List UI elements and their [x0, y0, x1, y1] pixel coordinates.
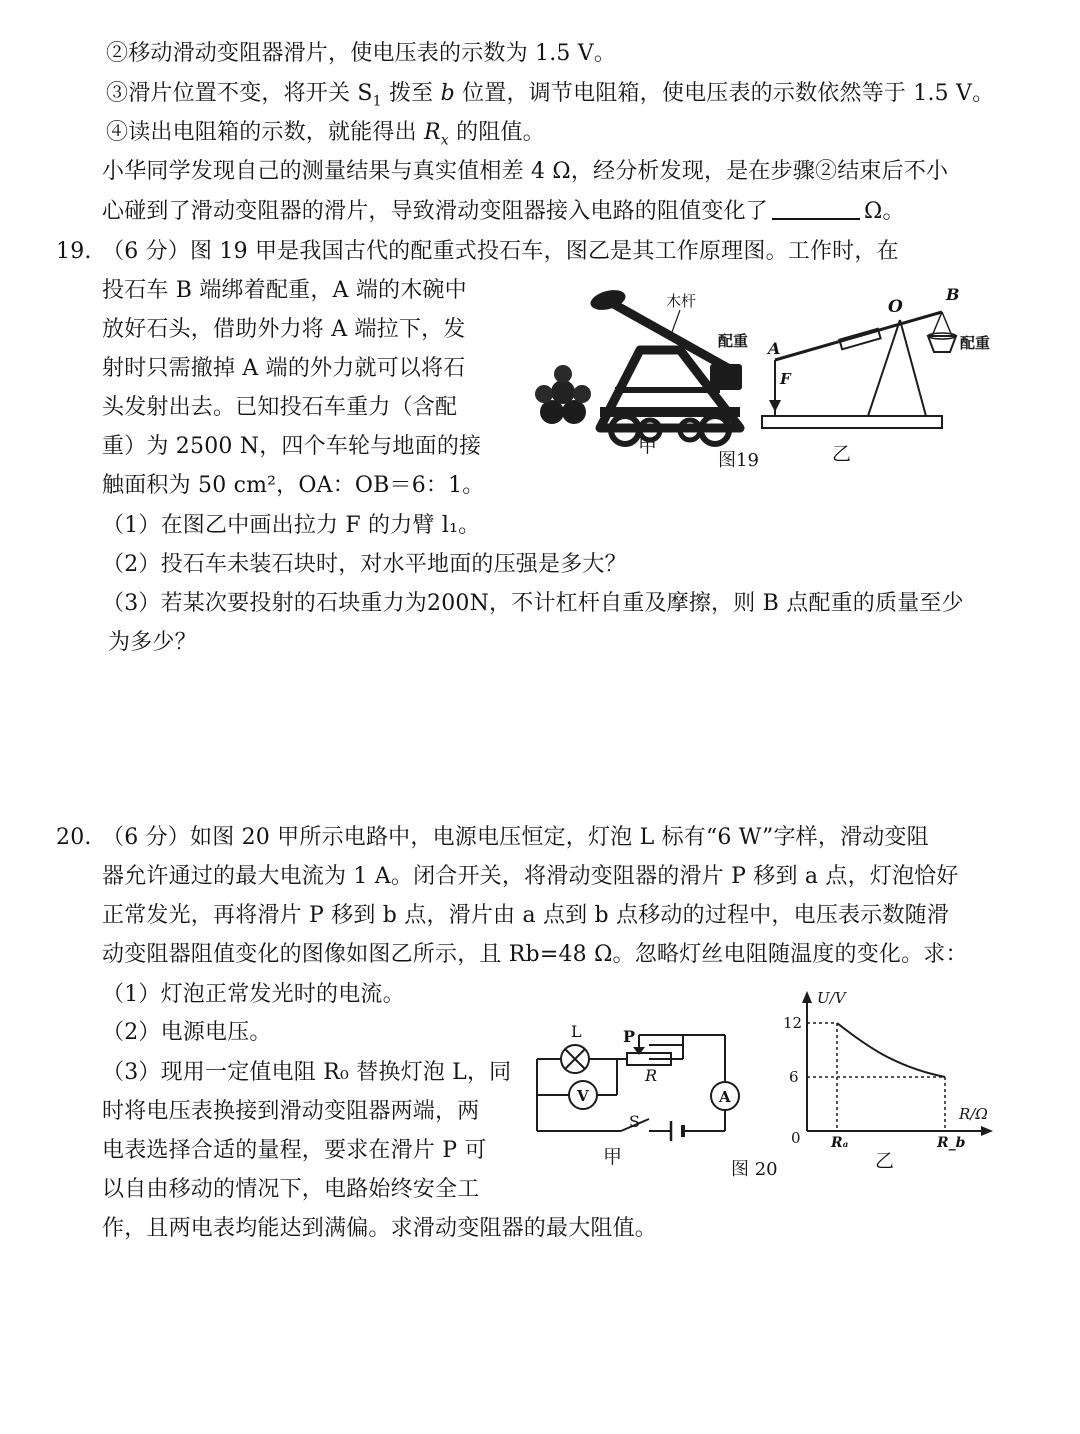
lever-diagram: [762, 285, 990, 465]
ur-graph: [783, 989, 993, 1172]
q19-sub3b: 为多少？: [108, 630, 197, 655]
q20-line4: 动变阻器阻值变化的图像如图乙所示，且 Rb=48 Ω。忽略灯丝电阻随温度的变化。求：: [102, 942, 968, 967]
q19-line7: 触面积为 50 cm²，OA：OB＝6：1。: [102, 473, 485, 498]
y-axis-arrow-icon: [802, 991, 812, 1003]
q20-sub1: （1）灯泡正常发光时的电流。: [102, 982, 405, 1007]
label-yi-20: 乙: [875, 1150, 895, 1172]
q18-step3: [106, 78, 994, 117]
q18-step3-a: ③滑片位置不变，将开关 S: [106, 81, 373, 106]
axis-x-label: R/Ω: [959, 1105, 988, 1123]
tick-6: 6: [789, 1068, 799, 1086]
label-jia-20: 甲: [603, 1146, 623, 1168]
label-B: B: [946, 285, 960, 304]
label-peizhong-2: 配重: [960, 334, 991, 352]
q18-step2: ②移动滑动变阻器滑片，使电压表的示数为 1.5 V。: [106, 41, 617, 66]
tick-Rb: R_b: [937, 1135, 966, 1151]
q19-line5: 头发射出去。已知投石车重力（含配: [102, 395, 458, 420]
q20-line3: 正常发光，再将滑片 P 移到 b 点，滑片由 a 点到 b 点移动的过程中，电压表示数随滑: [102, 903, 950, 928]
q20-sub3-5: 作，且两电表均能达到满偏。求滑动变阻器的最大阻值。: [102, 1216, 658, 1241]
q19-line6: 重）为 2500 N，四个车轮与地面的接: [102, 434, 482, 459]
caption-fig19: 图19: [718, 450, 759, 471]
q20-sub3-4: 以自由移动的情况下，电路始终安全工: [102, 1177, 480, 1202]
label-jia-19: 甲: [638, 435, 658, 457]
catapult-illustration: [535, 287, 748, 457]
tick-0: 0: [791, 1129, 801, 1147]
q19-number: 19.: [56, 239, 92, 264]
label-yi-19: 乙: [832, 443, 852, 465]
q18-para2-end: Ω。: [864, 199, 905, 224]
answer-blank[interactable]: [772, 198, 860, 220]
q20-sub3-1: （3）现用一定值电阻 R₀ 替换灯泡 L，同: [102, 1060, 512, 1085]
tick-Ra: Rₐ: [831, 1135, 849, 1151]
q20-sub3-3: 电表选择合适的量程，要求在滑片 P 可: [102, 1138, 487, 1163]
q19-sub2: （2）投石车未装石块时，对水平地面的压强是多大？: [102, 552, 627, 577]
label-O: O: [888, 297, 903, 317]
q18-step4-b: 的阻值。: [448, 120, 545, 145]
label-mugan: 木杆: [666, 292, 697, 310]
q20-sub2: （2）电源电压。: [102, 1020, 272, 1045]
label-R: R: [645, 1066, 658, 1085]
label-peizhong: 配重: [718, 332, 749, 350]
label-A: A: [719, 1088, 731, 1106]
q18-para2: [102, 196, 905, 228]
q18-step3-sub: 1: [372, 93, 382, 110]
label-L: L: [571, 1022, 582, 1041]
q18-para2-text: 心碰到了滑动变阻器的滑片，导致滑动变阻器接入电路的阻值变化了: [102, 199, 769, 224]
q20-line1: （6 分）如图 20 甲所示电路中，电源电压恒定，灯泡 L 标有“6 W”字样，滑动变阻: [102, 825, 929, 850]
q19-sub3a: （3）若某次要投射的石块重力为200N，不计杠杆自重及摩擦，则 B 点配重的质量至少: [102, 591, 964, 616]
label-V: V: [577, 1087, 589, 1105]
q18-step4-sub: x: [440, 132, 449, 149]
label-P: P: [623, 1027, 636, 1046]
x-axis-arrow-icon: [981, 1126, 993, 1136]
q20-sub3-2: 时将电压表换接到滑动变阻器两端，两: [102, 1099, 480, 1124]
axis-y-label: U/V: [817, 989, 846, 1007]
q19-sub1: （1）在图乙中画出拉力 F 的力臂 l₁。: [102, 513, 481, 538]
q19-line3: 放好石头，借助外力将 A 端拉下，发: [102, 317, 466, 342]
q18-step4-a: ④读出电阻箱的示数，就能得出: [106, 120, 424, 145]
q18-step4-var: R: [424, 120, 441, 145]
q18-para1: 小华同学发现自己的测量结果与真实值相差 4 Ω，经分析发现，是在步骤②结束后不小: [102, 159, 949, 184]
q18-step3-b: 拨至: [381, 81, 441, 106]
q18-step4: [106, 117, 545, 156]
label-S: S: [629, 1112, 640, 1131]
stone-pile-icon: [535, 365, 591, 424]
q19-line4: 射时只需撤掉 A 端的外力就可以将石: [102, 356, 466, 381]
caption-fig20: 图 20: [731, 1159, 778, 1180]
q18-step3-c: 位置，调节电阻箱，使电压表的示数依然等于 1.5 V。: [454, 81, 995, 106]
tick-12: 12: [783, 1014, 803, 1032]
label-F: F: [780, 370, 791, 388]
figure-19: [530, 280, 1000, 475]
q19-line1: （6 分）图 19 甲是我国古代的配重式投石车，图乙是其工作原理图。工作时，在: [102, 239, 899, 264]
figure-20: [525, 985, 1000, 1185]
label-A: A: [768, 339, 781, 358]
q20-number: 20.: [56, 825, 92, 850]
q20-line2: 器允许通过的最大电流为 1 A。闭合开关，将滑动变阻器的滑片 P 移到 a 点，灯泡恰好: [102, 864, 959, 889]
q19-line2: 投石车 B 端绑着配重，A 端的木碗中: [102, 278, 467, 303]
q18-step3-var: b: [440, 81, 455, 106]
